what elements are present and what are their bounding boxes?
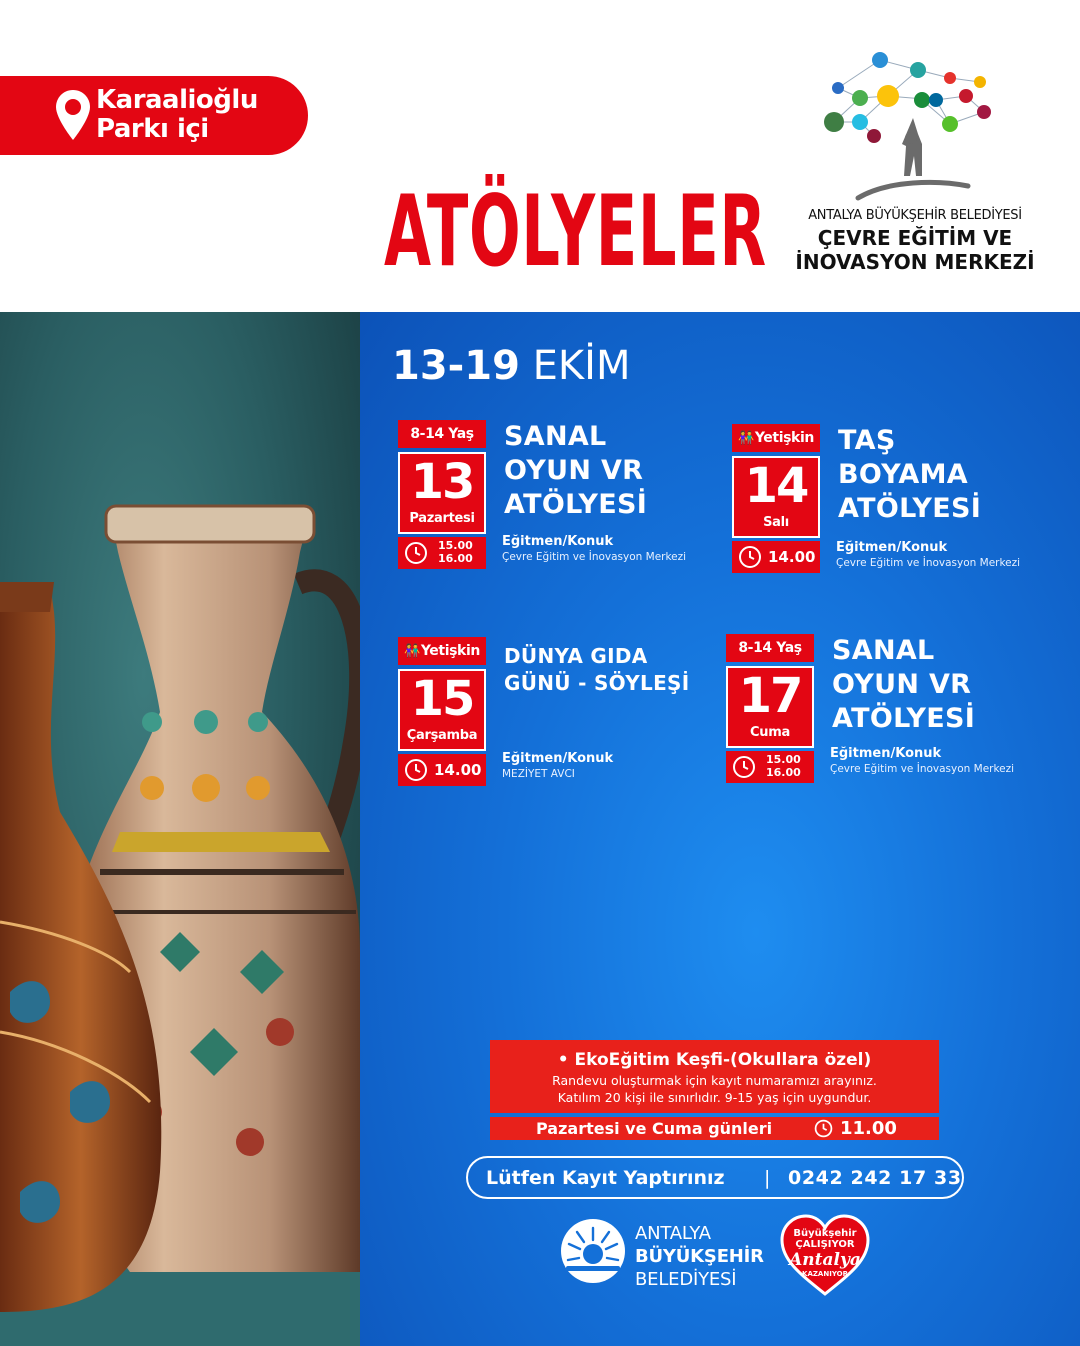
eco-line2: Katılım 20 kişi ile sınırlıdır. 9-15 yaş için uygundur. <box>557 1090 872 1105</box>
eco-education-box <box>490 1040 939 1140</box>
event-title: TAŞ BOYAMA ATÖLYESİ <box>838 425 982 524</box>
event-card-13 <box>398 420 708 570</box>
day-number: 14 <box>744 458 808 514</box>
audience-label: 8-14 Yaş <box>398 420 486 448</box>
weekday-name: Cuma <box>750 725 790 740</box>
clock-icon <box>732 755 756 779</box>
event-role: Eğitmen/Konuk <box>502 534 614 549</box>
audience-label: 👫Yetişkin <box>398 637 486 665</box>
date-range: 13-19 EKİM <box>392 343 631 389</box>
pottery-illustration <box>0 312 360 1346</box>
day-number: 13 <box>410 454 474 510</box>
event-guest: Çevre Eğitim ve İnovasyon Merkezi <box>836 557 1021 569</box>
eco-days: Pazartesi ve Cuma günleri <box>536 1119 773 1138</box>
registration-separator: | <box>764 1167 771 1189</box>
weekday-name: Pazartesi <box>409 511 475 526</box>
day-box <box>398 452 486 534</box>
people-icon: 👫 <box>404 644 420 659</box>
location-pin-icon <box>54 88 92 142</box>
event-guest: Çevre Eğitim ve İnovasyon Merkezi <box>830 763 1015 775</box>
time-box <box>398 754 486 786</box>
eco-title: • EkoEğitim Keşfi-(Okullara özel) <box>557 1050 872 1070</box>
event-role: Eğitmen/Konuk <box>836 540 948 555</box>
event-badge <box>398 637 486 786</box>
weekday-name: Çarşamba <box>406 728 478 743</box>
day-number: 15 <box>410 671 474 727</box>
heart-logo-text: Büyükşehir ÇALIŞIYOR Antalya KAZANIYOR <box>789 1228 861 1278</box>
time-single: 14.00 <box>434 761 482 779</box>
page-title: ATÖLYELER <box>384 175 767 289</box>
antalya-municipality-name: ANTALYA BÜYÜKŞEHİR BELEDİYESİ <box>635 1223 764 1290</box>
phone-number[interactable]: 0242 242 17 33 <box>788 1167 962 1189</box>
eco-line1: Randevu oluşturmak için kayıt numaramızı arayınız. <box>552 1073 877 1088</box>
registration-pill[interactable] <box>466 1156 964 1199</box>
antalya-municipality-logo <box>560 1218 626 1284</box>
event-title: DÜNYA GIDA GÜNÜ - SÖYLEŞİ <box>504 644 690 695</box>
child-tree-network-logo <box>818 48 998 208</box>
event-badge <box>732 424 820 573</box>
time-box <box>726 751 814 783</box>
day-number: 17 <box>738 668 802 724</box>
eco-time: 11.00 <box>840 1118 897 1139</box>
time-end: 16.00 <box>766 766 801 779</box>
audience-label: 👫Yetişkin <box>732 424 820 452</box>
event-role: Eğitmen/Konuk <box>830 746 942 761</box>
time-start: 15.00 <box>438 539 473 552</box>
org-name-small: ANTALYA BÜYÜKŞEHİR BELEDİYESİ <box>808 208 1022 223</box>
location-line1: Karaalioğlu <box>96 85 258 115</box>
clock-icon <box>814 1119 833 1138</box>
location-line2: Parkı içi <box>96 114 209 144</box>
event-role: Eğitmen/Konuk <box>502 751 614 766</box>
registration-text: Lütfen Kayıt Yaptırınız <box>486 1167 725 1189</box>
event-card-15 <box>398 637 708 787</box>
event-card-14 <box>732 424 1062 574</box>
audience-label: 8-14 Yaş <box>726 634 814 662</box>
event-badge <box>398 420 486 569</box>
time-single: 14.00 <box>768 548 816 566</box>
clock-icon <box>404 758 428 782</box>
event-badge <box>726 634 814 783</box>
location-badge <box>0 76 308 155</box>
time-box <box>732 541 820 573</box>
clock-icon <box>738 545 762 569</box>
event-guest: MEZİYET AVCI <box>502 768 575 780</box>
time-start: 15.00 <box>766 753 801 766</box>
event-title: SANAL OYUN VR ATÖLYESİ <box>504 421 648 520</box>
people-icon: 👫 <box>738 431 754 446</box>
day-box <box>726 666 814 748</box>
pottery-photo <box>0 312 360 1346</box>
time-end: 16.00 <box>438 552 473 565</box>
day-box <box>398 669 486 751</box>
day-box <box>732 456 820 538</box>
event-guest: Çevre Eğitim ve İnovasyon Merkezi <box>502 551 687 563</box>
weekday-name: Salı <box>763 515 789 530</box>
org-name-large: ÇEVRE EĞİTİM VE İNOVASYON MERKEZİ <box>795 226 1035 274</box>
event-card-17 <box>726 634 1062 784</box>
time-box <box>398 537 486 569</box>
event-title: SANAL OYUN VR ATÖLYESİ <box>832 635 976 734</box>
clock-icon <box>404 541 428 565</box>
